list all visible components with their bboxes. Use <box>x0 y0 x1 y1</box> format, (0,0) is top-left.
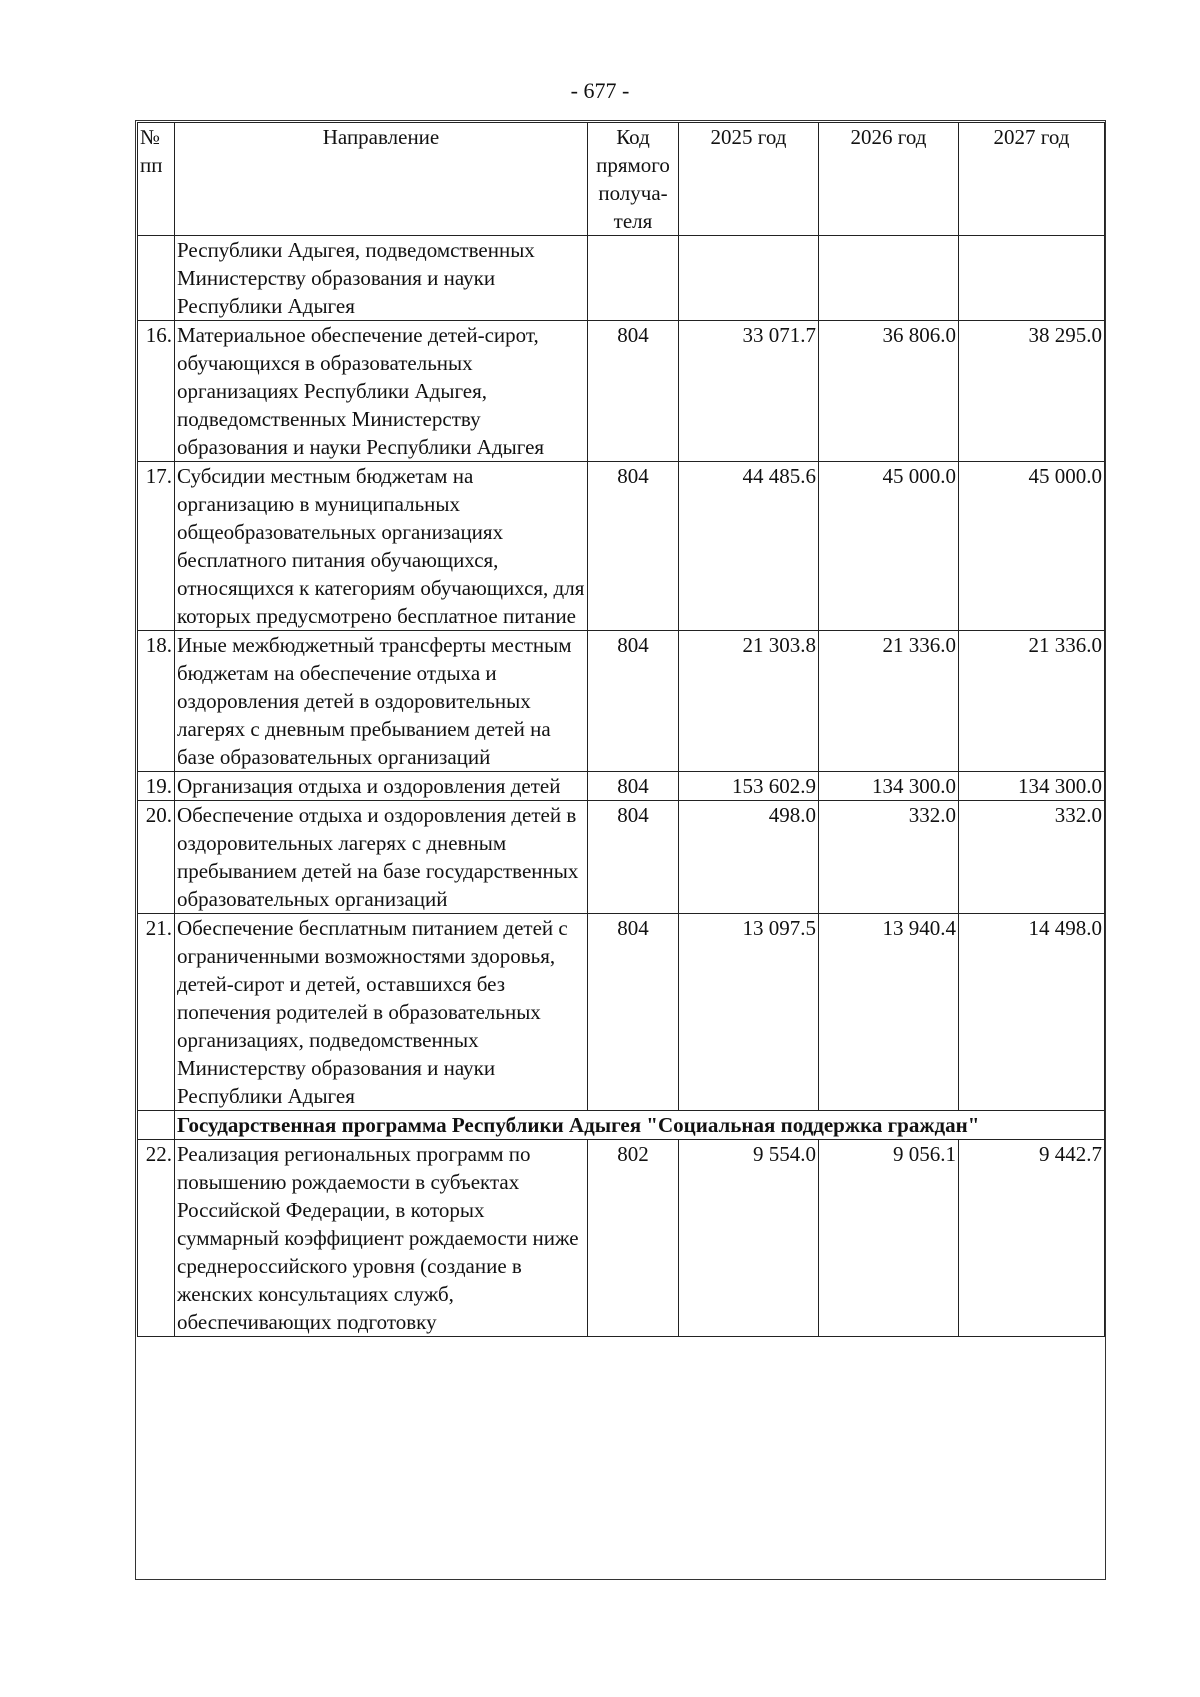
row-num: 20. <box>138 801 175 914</box>
row-code: 804 <box>588 914 679 1111</box>
page-number: - 677 - <box>570 78 630 103</box>
row-2026: 9 056.1 <box>819 1140 959 1337</box>
row-2025 <box>679 236 819 321</box>
row-2027: 45 000.0 <box>959 462 1105 631</box>
row-direction: Обеспечение отдыха и оздоровления детей в оздоровительных лагерях с дневным пребыванием детей на базе государственных образовательных организаций <box>175 801 588 914</box>
header-row <box>138 123 1105 236</box>
row-direction: Субсидии местным бюджетам на организацию в муниципальных общеобразовательных организациях бесплатного питания обучающихся, относящихся к категориям обучающихся, для которых предусмотрено бесплатное питание <box>175 462 588 631</box>
row-direction: Обеспечение бесплатным питанием детей с ограниченными возможностями здоровья, детей-сирот и детей, оставшихся без попечения родителей в образовательных организациях, подведомственных Министерству образования и науки Республики Адыгея <box>175 914 588 1111</box>
row-num: 19. <box>138 772 175 801</box>
row-2025: 44 485.6 <box>679 462 819 631</box>
row-num: 16. <box>138 321 175 462</box>
row-2027 <box>959 236 1105 321</box>
continuation-row <box>138 236 1105 321</box>
row-2026: 13 940.4 <box>819 914 959 1111</box>
row-2027: 134 300.0 <box>959 772 1105 801</box>
row-direction: Реализация региональных программ по повышению рождаемости в субъектах Российской Федерации, в которых суммарный коэффициент рождаемости ниже среднероссийского уровня (создание в женских консультациях служб, обеспечивающих подготовку <box>175 1140 588 1337</box>
row-2025: 9 554.0 <box>679 1140 819 1337</box>
budget-table <box>137 122 1105 1337</box>
row-direction: Иные межбюджетный трансферты местным бюджетам на обеспечение отдыха и оздоровления детей в оздоровительных лагерях с дневным пребыванием детей на базе образовательных организаций <box>175 631 588 772</box>
header-2025: 2025 год <box>679 123 819 236</box>
program-heading-row <box>138 1111 1105 1140</box>
row-direction: Организация отдыха и оздоровления детей <box>175 772 588 801</box>
row-code: 804 <box>588 801 679 914</box>
row-code: 804 <box>588 321 679 462</box>
row-direction: Республики Адыгея, подведомственных Министерству образования и науки Республики Адыгея <box>175 236 588 321</box>
table-row <box>138 1140 1105 1337</box>
program-title: Государственная программа Республики Адыгея "Социальная поддержка граждан" <box>175 1111 1105 1140</box>
row-direction: Материальное обеспечение детей-сирот, обучающихся в образовательных организациях Республики Адыгея, подведомственных Министерству образования и науки Республики Адыгея <box>175 321 588 462</box>
header-2027: 2027 год <box>959 123 1105 236</box>
header-num: № пп <box>138 123 175 236</box>
header-direction: Направление <box>175 123 588 236</box>
table-row <box>138 631 1105 772</box>
row-2027: 38 295.0 <box>959 321 1105 462</box>
row-code: 804 <box>588 772 679 801</box>
row-2026 <box>819 236 959 321</box>
row-code: 802 <box>588 1140 679 1337</box>
row-code: 804 <box>588 462 679 631</box>
row-2026: 134 300.0 <box>819 772 959 801</box>
table-row <box>138 914 1105 1111</box>
header-2026: 2026 год <box>819 123 959 236</box>
table-row <box>138 321 1105 462</box>
row-2026: 36 806.0 <box>819 321 959 462</box>
table-row <box>138 462 1105 631</box>
row-2027: 9 442.7 <box>959 1140 1105 1337</box>
table-row <box>138 801 1105 914</box>
row-2027: 332.0 <box>959 801 1105 914</box>
row-2025: 13 097.5 <box>679 914 819 1111</box>
row-2026: 45 000.0 <box>819 462 959 631</box>
row-2026: 332.0 <box>819 801 959 914</box>
row-2025: 498.0 <box>679 801 819 914</box>
header-code: Код прямого получа-теля <box>588 123 679 236</box>
row-num: 17. <box>138 462 175 631</box>
program-heading-num <box>138 1111 175 1140</box>
row-num: 18. <box>138 631 175 772</box>
row-2025: 153 602.9 <box>679 772 819 801</box>
row-num: 21. <box>138 914 175 1111</box>
row-2027: 14 498.0 <box>959 914 1105 1111</box>
row-2025: 21 303.8 <box>679 631 819 772</box>
row-num: 22. <box>138 1140 175 1337</box>
row-2027: 21 336.0 <box>959 631 1105 772</box>
row-code: 804 <box>588 631 679 772</box>
row-2025: 33 071.7 <box>679 321 819 462</box>
row-code <box>588 236 679 321</box>
row-num <box>138 236 175 321</box>
row-2026: 21 336.0 <box>819 631 959 772</box>
table-row <box>138 772 1105 801</box>
